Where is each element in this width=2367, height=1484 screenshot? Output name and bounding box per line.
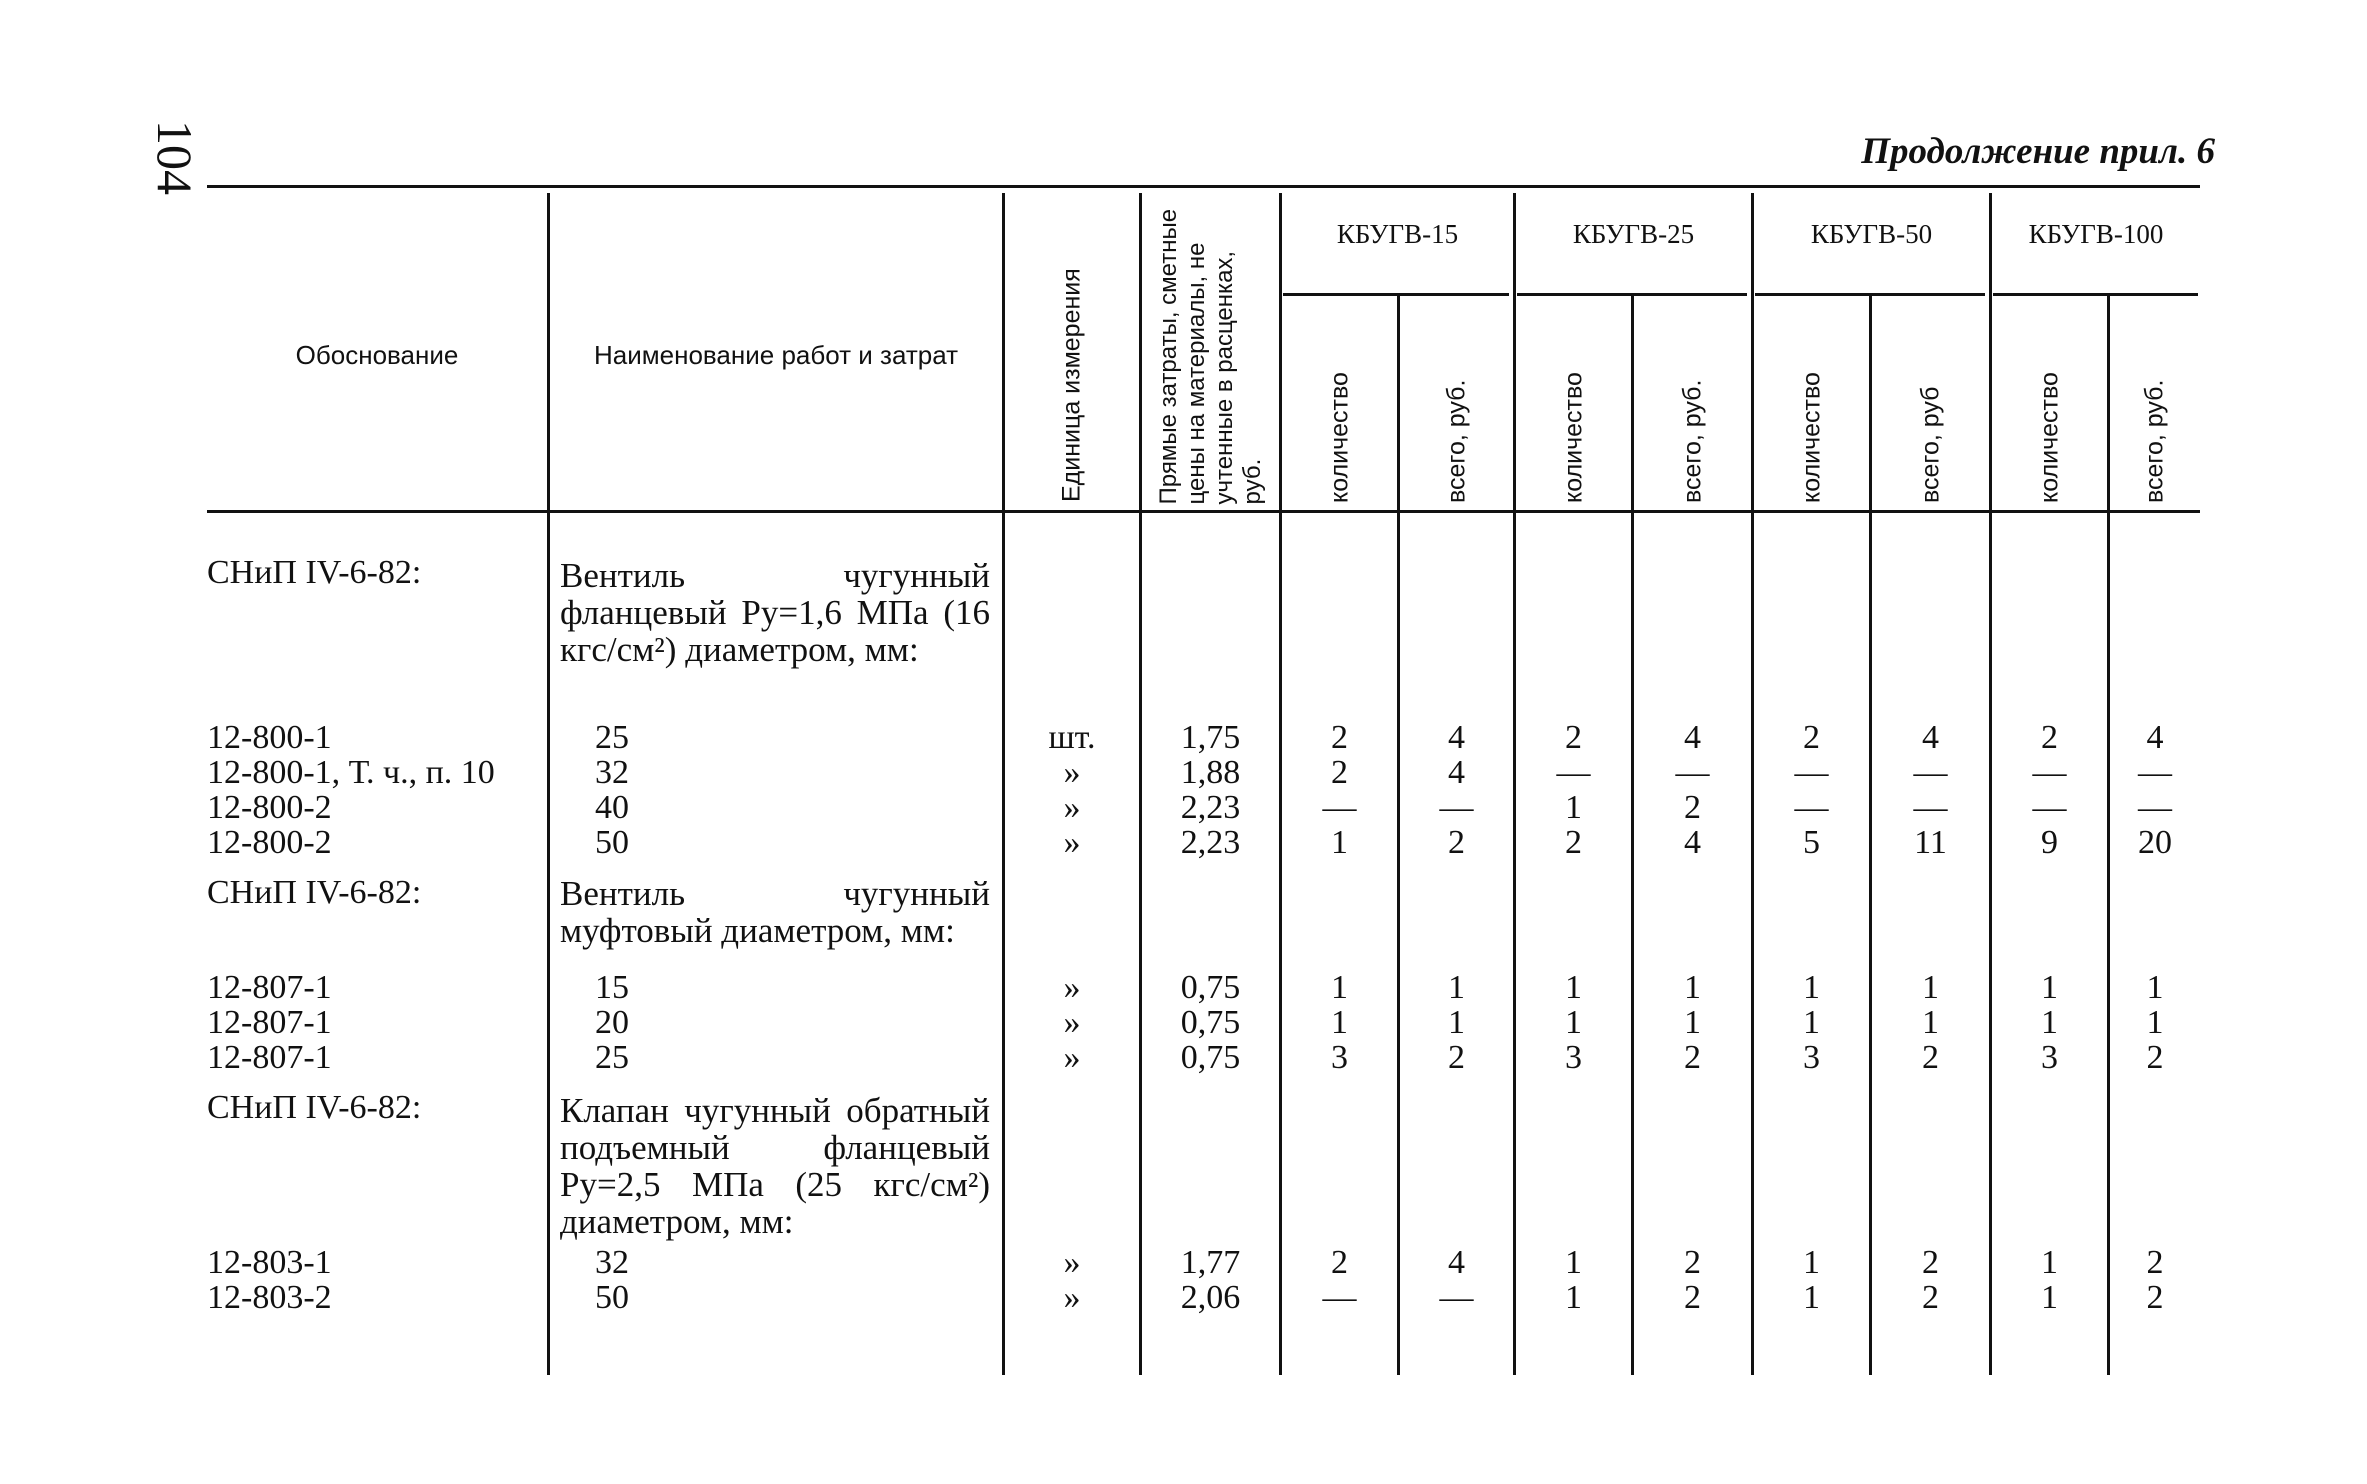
section-basis: СНиП IV-6-82: [207, 1089, 422, 1126]
value: 1 [1565, 969, 1582, 1006]
group-header-kbugv-100: КБУГВ-100 [2028, 219, 2164, 249]
value: 3 [1803, 1039, 1820, 1076]
code: 12-807-1 [207, 1004, 332, 1041]
value: 1 [2041, 1244, 2058, 1281]
diameter: 25 [595, 719, 629, 756]
value: 1 [1565, 1244, 1582, 1281]
sub-header-qty: количество [2035, 372, 2063, 503]
diameter: 20 [595, 1004, 629, 1041]
code: 12-803-1 [207, 1244, 332, 1281]
value: 4 [1684, 824, 1701, 861]
value: 2 [1565, 719, 1582, 756]
value: 2 [1684, 1244, 1701, 1281]
value: 1 [1331, 1004, 1348, 1041]
value: 2 [1448, 1039, 1465, 1076]
value: 1 [1803, 1244, 1820, 1281]
value: 2 [1922, 1039, 1939, 1076]
value: 2 [1684, 1039, 1701, 1076]
value: — [1439, 1279, 1474, 1316]
value: — [1439, 789, 1474, 826]
value: 1 [1448, 1004, 1465, 1041]
cost: 2,06 [1180, 1279, 1241, 1316]
value: — [1794, 789, 1829, 826]
diameter: 32 [595, 754, 629, 791]
unit: » [1063, 969, 1081, 1006]
value: 2 [1331, 1244, 1348, 1281]
value: 1 [2041, 1279, 2058, 1316]
value: 9 [2041, 824, 2058, 861]
value: — [2032, 789, 2067, 826]
cost: 1,75 [1180, 719, 1241, 756]
value: 1 [1803, 1279, 1820, 1316]
unit: » [1063, 1004, 1081, 1041]
value: 1 [1684, 969, 1701, 1006]
cost: 1,77 [1180, 1244, 1241, 1281]
value: 3 [1331, 1039, 1348, 1076]
value: 20 [2138, 824, 2172, 861]
value: 4 [1922, 719, 1939, 756]
diameter: 50 [595, 824, 629, 861]
value: 1 [1565, 1279, 1582, 1316]
diameter: 15 [595, 969, 629, 1006]
sub-header-total: всего, руб. [1442, 379, 1470, 503]
sub-header-total: всего, руб. [2140, 379, 2169, 503]
value: 2 [2146, 1244, 2164, 1281]
header-unit: Единица измерения [1057, 268, 1086, 502]
value: — [1913, 754, 1948, 791]
value: 1 [1684, 1004, 1701, 1041]
value: 4 [2146, 719, 2164, 756]
header-cost: Прямые затраты, сметные цены на материалы, не учтенные в расценках, руб. [1154, 208, 1266, 505]
value: 2 [1684, 789, 1701, 826]
code: 12-800-1, Т. ч., п. 10 [207, 754, 495, 791]
cost: 0,75 [1180, 1039, 1241, 1076]
code: 12-800-1 [207, 719, 332, 756]
cost: 0,75 [1180, 1004, 1241, 1041]
group-header-kbugv-15: КБУГВ-15 [1336, 219, 1459, 249]
section-title: Клапан чугунный обратный подъемный фланцевый Pу=2,5 МПа (25 кгс/см²) диаметром, мм: [560, 1091, 990, 1241]
value: 1 [1922, 1004, 1939, 1041]
value: — [1556, 754, 1591, 791]
code: 12-800-2 [207, 824, 332, 861]
estimate-table [207, 185, 2200, 1375]
value: 1 [1565, 789, 1582, 826]
value: 2 [1922, 1244, 1939, 1281]
value: 4 [1448, 1244, 1465, 1281]
code: 12-807-1 [207, 969, 332, 1006]
value: 2 [2146, 1279, 2164, 1316]
cost: 2,23 [1180, 824, 1241, 861]
group-header-kbugv-25: КБУГВ-25 [1572, 219, 1695, 249]
header-name: Наименование работ и затрат [593, 340, 958, 370]
value: — [1675, 754, 1710, 791]
value: 2 [1565, 824, 1582, 861]
value: — [2138, 789, 2172, 826]
section-basis: СНиП IV-6-82: [207, 874, 422, 911]
value: — [1322, 1279, 1357, 1316]
value: 3 [1565, 1039, 1582, 1076]
continuation-label: Продолжение прил. 6 [1861, 131, 2215, 172]
value: 2 [1684, 1279, 1701, 1316]
diameter: 40 [595, 789, 629, 826]
value: 1 [1331, 969, 1348, 1006]
code: 12-807-1 [207, 1039, 332, 1076]
value: 2 [1331, 719, 1348, 756]
value: 4 [1448, 754, 1465, 791]
value: 2 [1331, 754, 1348, 791]
sub-header-qty: количество [1797, 372, 1825, 503]
section-title: Вентиль чугунный муфтовый диаметром, мм: [560, 874, 990, 950]
value: 4 [1684, 719, 1701, 756]
value: — [2032, 754, 2067, 791]
value: 1 [1803, 1004, 1820, 1041]
sub-header-total: всего, руб. [1678, 379, 1706, 503]
unit: » [1063, 824, 1081, 861]
value: 4 [1448, 719, 1465, 756]
value: 1 [1803, 969, 1820, 1006]
unit: » [1063, 1039, 1081, 1076]
header-basis: Обоснование [295, 340, 459, 370]
value: — [2138, 754, 2172, 791]
section-basis: СНиП IV-6-82: [207, 554, 422, 591]
value: 1 [2041, 969, 2058, 1006]
value: 2 [1803, 719, 1820, 756]
value: 1 [1922, 969, 1939, 1006]
page-number: 104 [147, 120, 203, 195]
value: 1 [1331, 824, 1348, 861]
value: 2 [2146, 1039, 2164, 1076]
diameter: 50 [595, 1279, 629, 1316]
value: — [1322, 789, 1357, 826]
value: 3 [2041, 1039, 2058, 1076]
value: — [1913, 789, 1948, 826]
group-header-kbugv-50: КБУГВ-50 [1810, 219, 1933, 249]
unit: » [1063, 789, 1081, 826]
value: 2 [1448, 824, 1465, 861]
value: 11 [1914, 824, 1947, 861]
cost: 1,88 [1180, 754, 1241, 791]
value: 2 [2041, 719, 2058, 756]
sub-header-qty: количество [1325, 372, 1353, 503]
sub-header-total: всего, руб [1916, 386, 1944, 503]
section-title: Вентиль чугунный фланцевый Pу=1,6 МПа (16 кгс/см²) диаметром, мм: [560, 556, 990, 669]
sub-header-qty: количество [1559, 372, 1587, 503]
value: 1 [2146, 969, 2164, 1006]
diameter: 25 [595, 1039, 629, 1076]
unit: » [1063, 1279, 1081, 1316]
code: 12-800-2 [207, 789, 332, 826]
value: 1 [1565, 1004, 1582, 1041]
unit: шт. [1048, 719, 1096, 756]
cost: 2,23 [1180, 789, 1241, 826]
diameter: 32 [595, 1244, 629, 1281]
value: 5 [1803, 824, 1820, 861]
cost: 0,75 [1180, 969, 1241, 1006]
code: 12-803-2 [207, 1279, 332, 1316]
value: 1 [1448, 969, 1465, 1006]
value: 2 [1922, 1279, 1939, 1316]
unit: » [1063, 1244, 1081, 1281]
value: — [1794, 754, 1829, 791]
value: 1 [2146, 1004, 2164, 1041]
unit: » [1063, 754, 1081, 791]
value: 1 [2041, 1004, 2058, 1041]
table-top-rule [207, 185, 2200, 188]
